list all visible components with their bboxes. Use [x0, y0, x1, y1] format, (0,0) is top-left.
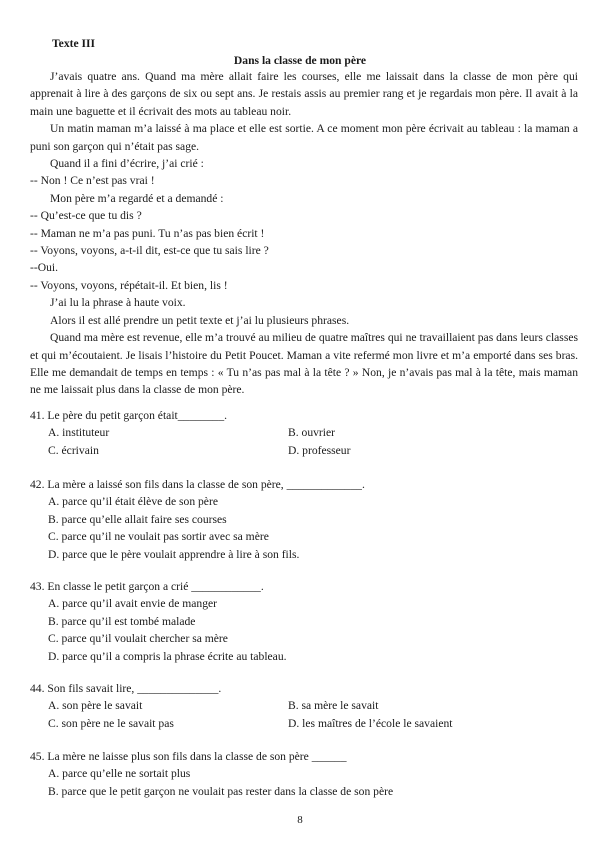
answer-options: [30, 493, 578, 563]
dialogue-line-3: -- Maman ne m’a pas puni. Tu n’as pas bien écrit !: [30, 226, 265, 240]
paragraph-3: Quand il a fini d’écrire, j’ai crié :: [50, 157, 204, 171]
option-c[interactable]: C. parce qu’il ne voulait pas sortir avec sa mère: [48, 530, 269, 544]
option-c[interactable]: C. parce qu’il voulait chercher sa mère: [48, 632, 228, 646]
option-a[interactable]: A. son père le savait: [48, 699, 143, 713]
question-stem: 42. La mère a laissé son fils dans la classe de son père, _____________.: [30, 478, 365, 491]
option-a[interactable]: A. parce qu’il était élève de son père: [48, 495, 218, 509]
option-d[interactable]: D. les maîtres de l’école le savaient: [288, 716, 453, 730]
dialogue-line-2: -- Qu’est-ce que tu dis ?: [30, 209, 142, 223]
paragraph-4: Mon père m’a regardé et a demandé :: [50, 191, 224, 205]
option-d[interactable]: D. parce que le père voulait apprendre à lire à son fils.: [48, 547, 300, 561]
paragraph-6: Alors il est allé prendre un petit texte et j’ai lu plusieurs phrases.: [50, 313, 350, 327]
option-c[interactable]: C. écrivain: [48, 443, 99, 457]
passage-title: Dans la classe de mon père: [233, 54, 367, 67]
option-b[interactable]: B. parce qu’il est tombé malade: [48, 614, 196, 628]
answer-options: [30, 765, 578, 800]
page-number: 8: [297, 814, 303, 826]
option-b[interactable]: B. parce que le petit garçon ne voulait pas rester dans la classe de son père: [48, 784, 394, 798]
option-d[interactable]: D. professeur: [288, 443, 351, 457]
dialogue-line-1: -- Non ! Ce n’est pas vrai !: [30, 174, 155, 188]
question-45: [30, 748, 578, 800]
option-a[interactable]: A. instituteur: [48, 426, 110, 440]
question-stem: 41. Le père du petit garçon était________.: [30, 409, 228, 422]
option-a[interactable]: A. parce qu’elle ne sortait plus: [48, 767, 191, 781]
dialogue-line-4: -- Voyons, voyons, a-t-il dit, est-ce que tu sais lire ?: [30, 244, 269, 258]
question-42: [30, 476, 578, 563]
option-c[interactable]: C. son père ne le savait pas: [48, 716, 174, 730]
option-b[interactable]: B. ouvrier: [288, 426, 336, 440]
answer-options: [30, 595, 578, 665]
option-a[interactable]: A. parce qu’il avait envie de manger: [48, 597, 217, 611]
question-41: [30, 407, 578, 459]
question-44: [30, 680, 578, 732]
reading-passage: [30, 68, 578, 399]
question-stem: 43. En classe le petit garçon a crié ____________.: [30, 580, 264, 593]
section-heading: Texte III: [52, 37, 96, 50]
option-b[interactable]: B. parce qu’elle allait faire ses courses: [48, 512, 227, 526]
paragraph-1: J’avais quatre ans. Quand ma mère allait faire les courses, elle me laissait dans la classe de mon père qui apprenait à lire à des garçons de six ou sept ans. Je restais assis au premier rang et je regardais mon père. Il avait à la main une baguette et il écrivait des mots au tableau noir.: [30, 70, 578, 118]
dialogue-line-6: -- Voyons, voyons, répétait-il. Et bien, lis !: [30, 278, 228, 292]
answer-options: [30, 424, 578, 459]
paragraph-2: Un matin maman m’a laissé à ma place et elle est sortie. A ce moment mon père écrivait au tableau : la maman a puni son garçon qui n’était pas sage.: [30, 122, 578, 153]
answer-options: [30, 697, 578, 732]
paragraph-7: Quand ma mère est revenue, elle m’a trouvé au milieu de quatre maîtres qui ne travaillaient pas dans leurs classes et qui m’écoutaient. Je lisais l’histoire du Petit Poucet. Maman a vite refermé mon livre et m’a emporté dans ses bras. Elle me demandait de temps en temps : « Tu n’as pas mal à la tête ? » Non, je n’avais pas mal à la tête, mais maman ne me laissait plus dans la classe de mon père.: [30, 331, 578, 397]
question-stem: 44. Son fils savait lire, ______________.: [30, 682, 222, 695]
option-b[interactable]: B. sa mère le savait: [288, 699, 379, 713]
dialogue-line-5: --Oui.: [30, 261, 59, 275]
question-43: [30, 578, 578, 665]
question-stem: 45. La mère ne laisse plus son fils dans la classe de son père ______: [30, 750, 347, 763]
paragraph-5: J’ai lu la phrase à haute voix.: [50, 296, 186, 310]
option-d[interactable]: D. parce qu’il a compris la phrase écrite au tableau.: [48, 649, 287, 663]
